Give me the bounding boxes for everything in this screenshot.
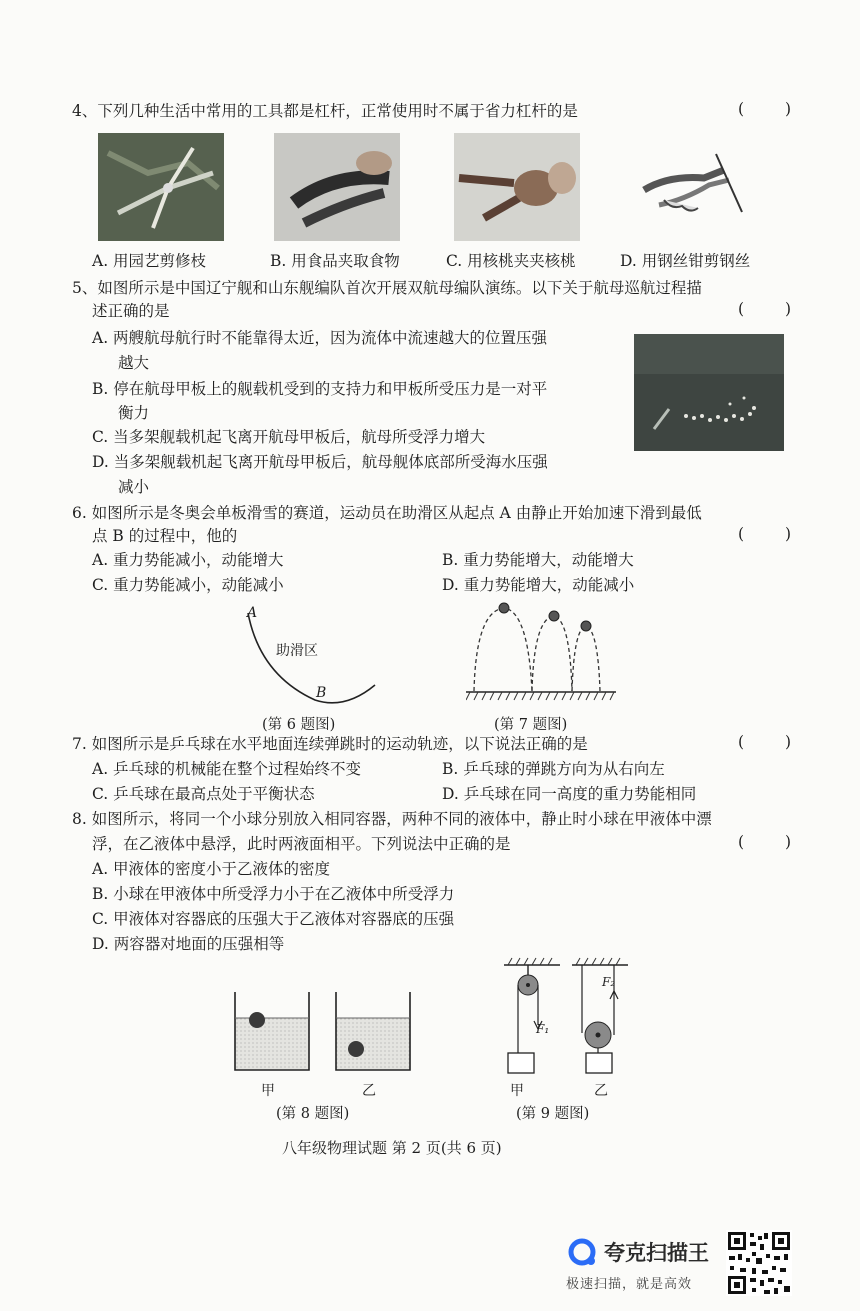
q8-option-b: B. 小球在甲液体中所受浮力小于在乙液体中所受浮力 xyxy=(92,885,455,903)
q9-fig-label-yi: 乙 xyxy=(594,1083,608,1099)
q6-stem-line1: 6. 如图所示是冬奥会单板滑雪的赛道，运动员在助滑区从起点 A 由静止开始加速下滑到最低 xyxy=(72,504,702,522)
q5-answer-paren: ( ) xyxy=(738,300,810,318)
q5-option-a-line1: A. 两艘航母航行时不能靠得太近，因为流体中流速越大的位置压强 xyxy=(92,329,548,347)
q5-option-d-line1: D. 当多架舰载机起飞离开航母甲板后，航母舰体底部所受海水压强 xyxy=(92,453,548,471)
q9-fig-label-f1: F₁ xyxy=(536,1022,550,1036)
q4-option-c: C. 用核桃夹夹核桃 xyxy=(446,252,576,270)
q5-option-b-line2: 衡力 xyxy=(118,404,150,422)
q4-photo-garden-shears xyxy=(98,133,224,241)
q8-option-d: D. 两容器对地面的压强相等 xyxy=(92,935,285,953)
q7-figure-caption: (第 7 题图) xyxy=(494,717,568,733)
q8-stem-line1: 8. 如图所示，将同一个小球分别放入相同容器，两种不同的液体中，静止时小球在甲液体中漂 xyxy=(72,810,712,828)
q6-figure-caption: (第 6 题图) xyxy=(262,717,336,733)
q6-stem-line2: 点 B 的过程中，他的 xyxy=(92,527,238,545)
q6-fig-label-b: B xyxy=(316,685,327,701)
qr-code-icon xyxy=(726,1230,792,1296)
q7-option-b: B. 乒乓球的弹跳方向为从右向左 xyxy=(442,760,665,778)
q8-fig-label-jia: 甲 xyxy=(261,1083,275,1099)
q7-figure-bounce-trajectory xyxy=(466,596,616,706)
q5-stem-line2: 述正确的是 xyxy=(92,302,170,320)
watermark-slogan: 极速扫描，就是高效 xyxy=(566,1277,693,1292)
q9-figure-pulleys xyxy=(500,955,640,1075)
q5-option-a-line2: 越大 xyxy=(118,354,150,372)
q8-answer-paren: ( ) xyxy=(738,833,810,851)
page-footer: 八年级物理试题 第 2 页(共 6 页) xyxy=(282,1139,502,1157)
q4-drawing-wire-cutters xyxy=(624,150,750,230)
q9-fig-label-jia: 甲 xyxy=(510,1083,524,1099)
q8-option-c: C. 甲液体对容器底的压强大于乙液体对容器底的压强 xyxy=(92,910,455,928)
q6-answer-paren: ( ) xyxy=(738,525,810,543)
quark-logo-icon xyxy=(568,1238,598,1268)
q7-answer-paren: ( ) xyxy=(738,733,810,751)
q9-fig-label-f2: F₂ xyxy=(602,975,616,989)
q6-fig-region-label: 助滑区 xyxy=(276,643,318,659)
q5-option-c: C. 当多架舰载机起飞离开航母甲板后，航母所受浮力增大 xyxy=(92,428,486,446)
q5-option-b-line1: B. 停在航母甲板上的舰载机受到的支持力和甲板所受压力是一对平 xyxy=(92,380,548,398)
q4-stem: 4、下列几种生活中常用的工具都是杠杆，正常使用时不属于省力杠杆的是 xyxy=(72,102,578,120)
q8-fig-label-yi: 乙 xyxy=(362,1083,376,1099)
watermark-brand: 夸克扫描王 xyxy=(604,1241,709,1265)
q8-option-a: A. 甲液体的密度小于乙液体的密度 xyxy=(92,860,331,878)
q4-answer-paren: ( ) xyxy=(738,100,810,118)
q6-option-c: C. 重力势能减小，动能减小 xyxy=(92,576,284,594)
q7-option-d: D. 乒乓球在同一高度的重力势能相同 xyxy=(442,785,697,803)
q5-option-d-line2: 减小 xyxy=(118,478,150,496)
q5-photo-carrier-formation xyxy=(634,334,784,451)
q9-figure-caption: (第 9 题图) xyxy=(516,1106,590,1122)
q4-photo-walnut-cracker xyxy=(454,133,580,241)
q6-option-d: D. 重力势能增大，动能减小 xyxy=(442,576,635,594)
q5-stem-line1: 5、如图所示是中国辽宁舰和山东舰编队首次开展双航母编队演练。以下关于航母巡航过程描 xyxy=(72,279,702,297)
q7-stem: 7. 如图所示是乒乓球在水平地面连续弹跳时的运动轨迹，以下说法正确的是 xyxy=(72,735,588,753)
q4-option-b: B. 用食品夹取食物 xyxy=(270,252,400,270)
q6-option-a: A. 重力势能减小，动能增大 xyxy=(92,551,284,569)
q6-fig-label-a: A xyxy=(247,605,258,621)
q7-option-a: A. 乒乓球的机械能在整个过程始终不变 xyxy=(92,760,362,778)
q6-option-b: B. 重力势能增大，动能增大 xyxy=(442,551,634,569)
q7-option-c: C. 乒乓球在最高点处于平衡状态 xyxy=(92,785,315,803)
q8-stem-line2: 浮，在乙液体中悬浮，此时两液面相平。下列说法中正确的是 xyxy=(92,835,511,853)
q4-option-a: A. 用园艺剪修枝 xyxy=(92,252,207,270)
q8-figure-containers xyxy=(232,990,418,1072)
q8-figure-caption: (第 8 题图) xyxy=(276,1106,350,1122)
q4-option-d: D. 用钢丝钳剪钢丝 xyxy=(620,252,751,270)
q4-photo-food-tongs xyxy=(274,133,400,241)
